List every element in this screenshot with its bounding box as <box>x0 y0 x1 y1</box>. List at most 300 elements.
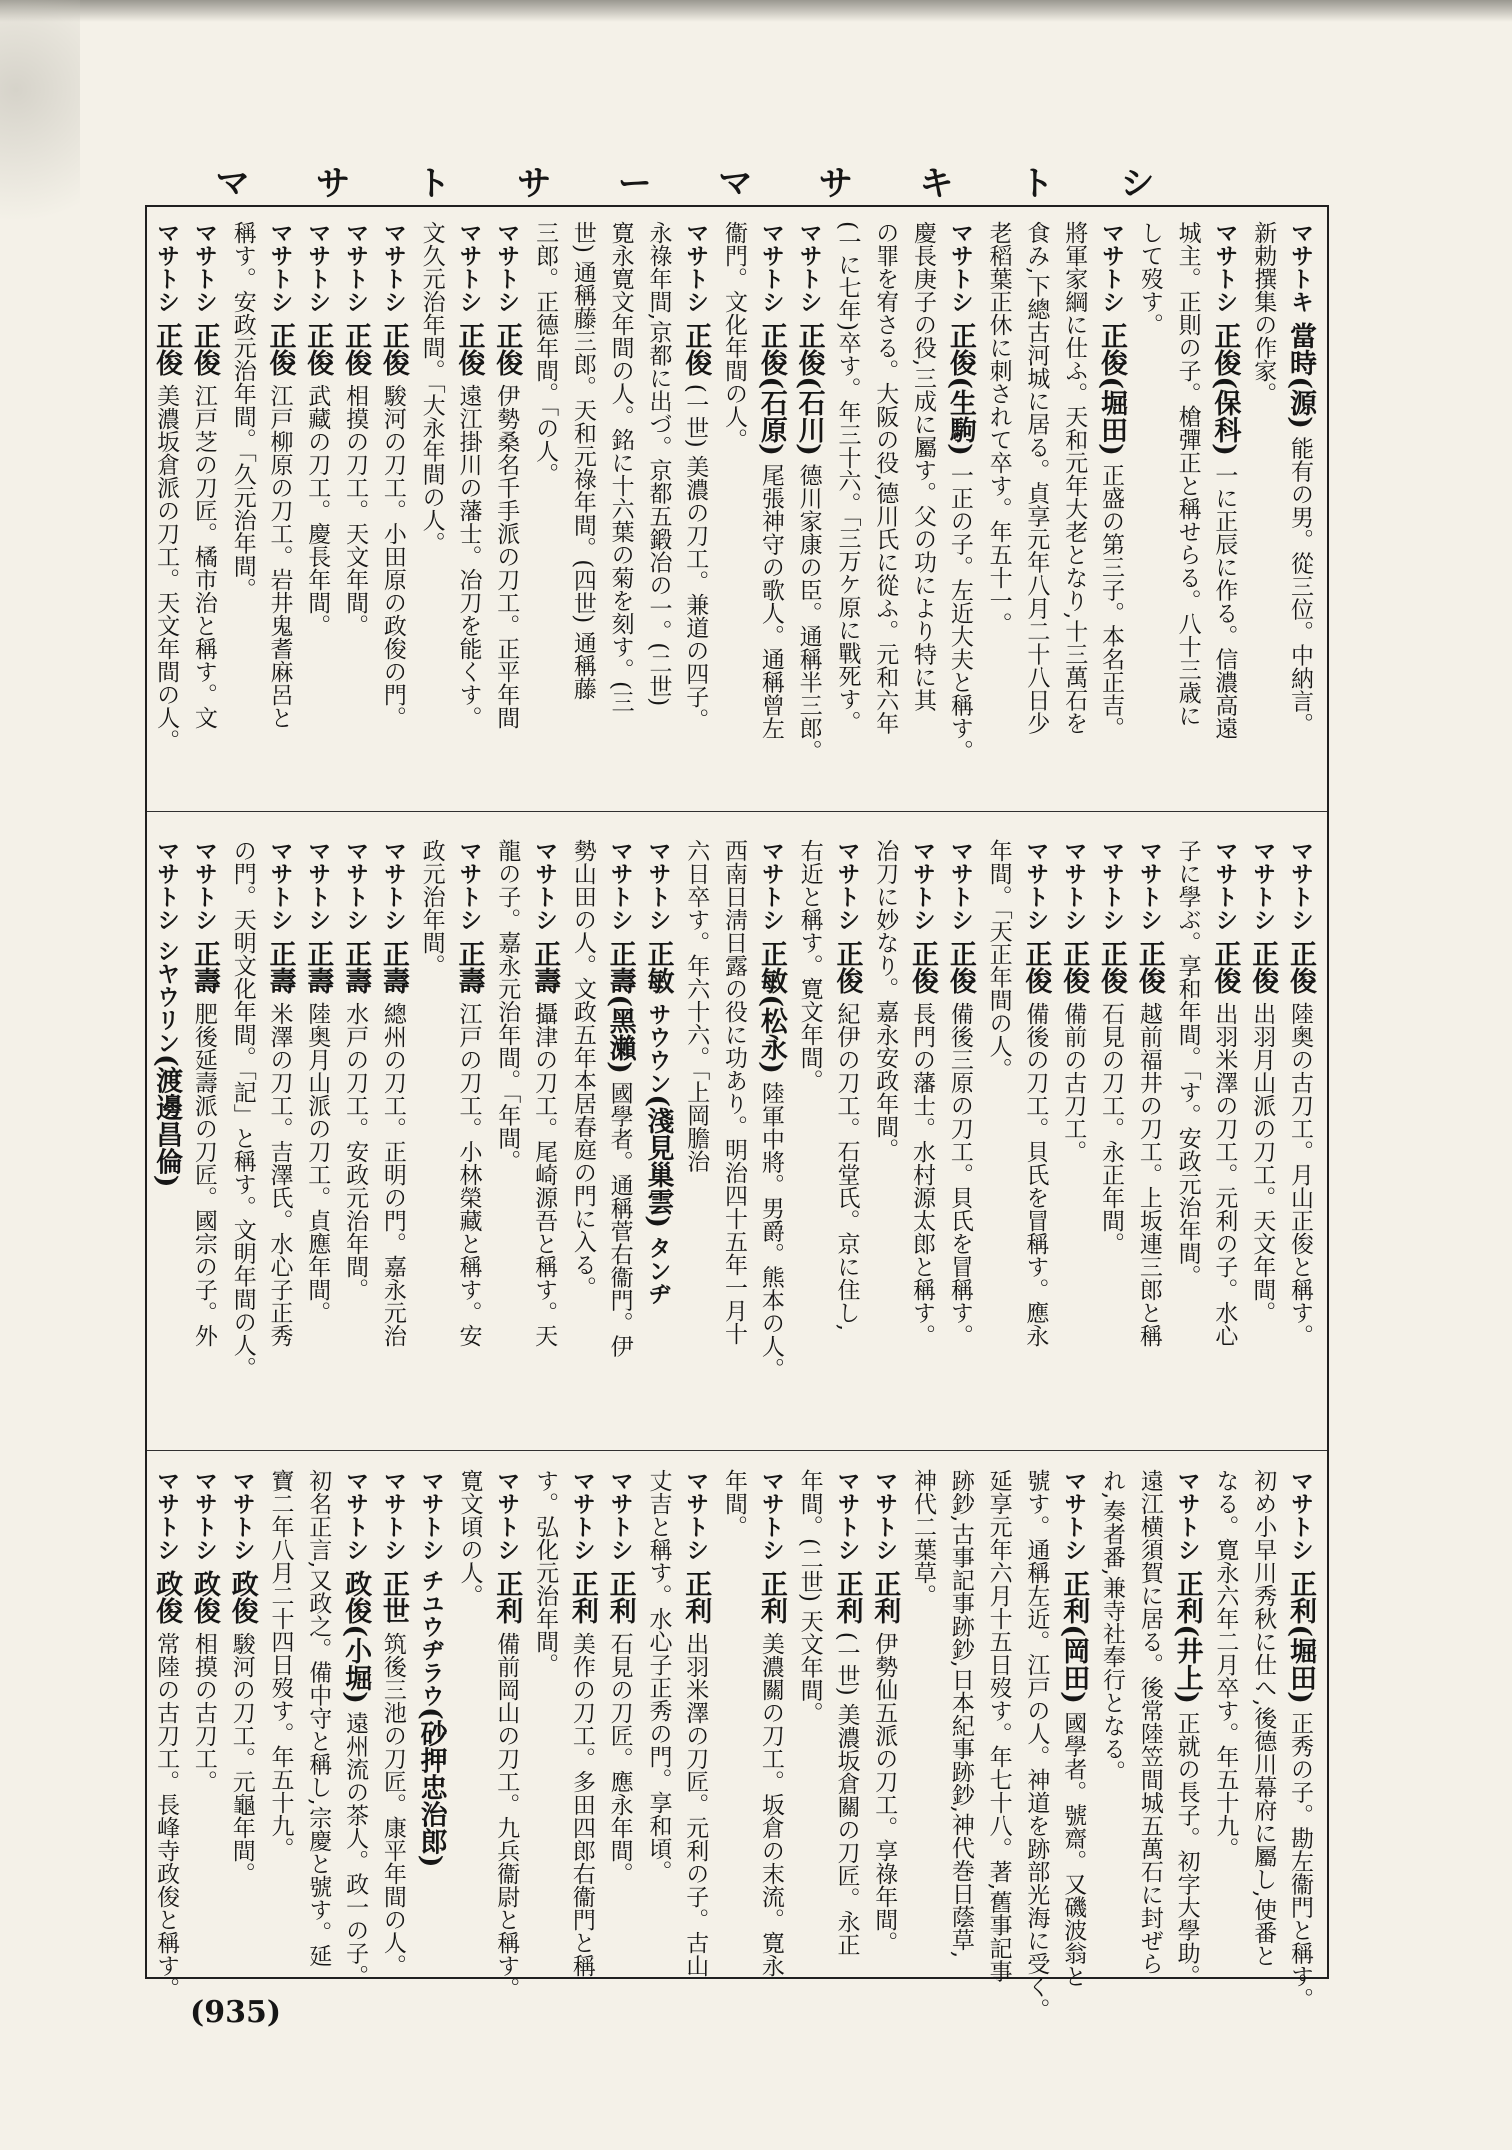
entry-reading: マサトシ <box>1135 839 1162 931</box>
text-column <box>865 839 903 1435</box>
entry-text: 德川家康の臣。通稱半三郎。 <box>795 455 822 763</box>
text-column <box>147 221 185 771</box>
entry-reading: マサトシ <box>379 1469 406 1561</box>
entry-headword: 正利 <box>869 1561 901 1625</box>
text-column <box>714 221 752 771</box>
entry-text: 美濃關の刀工。坂倉の末流。寛永 <box>757 1624 784 1977</box>
text-column <box>412 1469 450 1969</box>
entry-text: 跡鈔,古事記事跡鈔,日本紀事跡鈔,神代巻日蔭草, <box>947 1469 974 1959</box>
entry-text: 陸軍中將。男爵。熊本の人。 <box>757 1073 784 1381</box>
text-column <box>1130 839 1168 1435</box>
text-column <box>1054 839 1092 1435</box>
text-column <box>1281 839 1319 1435</box>
entry-text: 美作の刀工。多田四郎右衞門と稱 <box>568 1624 595 1977</box>
entry-text: 出羽米澤の刀匠。元利の子。古山 <box>682 1624 709 1977</box>
entry-text: 初名正言,又政之。備中守と稱し,宗慶と號す。延 <box>305 1469 332 1967</box>
entry-reading: マサトシ <box>795 221 822 313</box>
text-column <box>336 1469 374 1988</box>
entry-headword: 正俊 <box>188 313 220 377</box>
entry-reading: マサトシ <box>304 839 331 931</box>
entry-text: 米澤の刀工。吉澤氏。水心子正秀 <box>266 994 293 1347</box>
entry-text: 丈吉と稱す。水心子正秀の門。享和頃。 <box>645 1469 672 1883</box>
entry-headword: 政俊 <box>151 1561 183 1625</box>
text-column <box>261 839 299 1435</box>
entry-text: 攝津の刀工。尾崎源吾と稱す。天 <box>531 994 558 1347</box>
text-column <box>1168 839 1206 1435</box>
entry-headword: 正壽 <box>529 931 561 995</box>
entry-text: 慶長庚子の役,三成に屬す。父の功により特に其 <box>910 221 937 712</box>
entry-headword: (淺見巢雲) <box>642 1094 674 1228</box>
text-column <box>525 221 563 771</box>
entry-reading: マサトシ <box>342 1469 369 1561</box>
entry-text: (一に七年)卒す。年三十六。「三万ケ原に戰死す。 <box>834 221 861 734</box>
entry-reading: マサトシ <box>153 1469 180 1561</box>
running-head-char: ト <box>416 163 451 204</box>
text-column <box>1092 1469 1130 1969</box>
text-column <box>185 839 223 1435</box>
text-column <box>185 221 223 771</box>
entry-text: 遠江掛川の藩士。冶刀を能くす。 <box>455 376 482 729</box>
entry-text: 西南日淸日露の役に功あり。明治四十五年一月十 <box>721 839 748 1345</box>
text-column <box>450 839 488 1435</box>
entry-headword: 正壽 <box>302 931 334 995</box>
text-column <box>979 839 1017 1435</box>
entry-text: 三郎。正德年間。「の人。 <box>532 221 559 486</box>
entry-headword: 正利 <box>831 1561 863 1625</box>
entry-reading: マサトシ <box>493 1469 520 1561</box>
entry-headword: 正俊 <box>302 313 334 377</box>
text-column <box>1017 1469 1055 2021</box>
entry-headword: 正壽 <box>264 931 296 995</box>
entry-reading: マサトシ <box>1249 839 1276 931</box>
entry-headword: 正壽 <box>453 931 485 995</box>
entry-text: 越前福井の刀工。上坂連三郎と稱 <box>1135 994 1162 1347</box>
entry-text: 六日卒す。年六十六。「上岡膽治 <box>683 839 710 1173</box>
entry-text: 能有の男。從三位。中納言。 <box>1287 428 1313 736</box>
entry-text: 肥後延壽派の刀匠。國宗の子。外 <box>190 994 217 1347</box>
entry-text: 江戸の刀工。小林榮藏と稱す。安 <box>455 994 482 1347</box>
entry-headword: 正敏(松永) <box>755 931 787 1074</box>
entry-reading: マサトシ <box>946 839 973 931</box>
text-column <box>714 839 752 1435</box>
entry-headword: 正俊 <box>453 313 485 377</box>
entry-text: 永祿年間,京都に出づ。京都五鍛冶の一。(二世) <box>645 221 672 707</box>
text-column <box>1054 1469 1092 1988</box>
entry-reading: マサトキ <box>1287 221 1313 313</box>
entry-text: 食み,下總古河城に居る。貞享元年八月二十八日少 <box>1023 221 1050 735</box>
entry-text: 石見の刀工。永正年間。 <box>1098 994 1125 1255</box>
text-column <box>941 221 979 771</box>
entry-headword: 正利 <box>604 1561 636 1625</box>
entry-reading: マサトシ <box>1211 839 1238 931</box>
entry-reading: マサトシ <box>342 221 369 313</box>
running-head-char: サ <box>517 163 552 204</box>
text-column <box>639 1469 677 1969</box>
text-column <box>374 839 412 1435</box>
text-column <box>714 1469 752 1969</box>
text-column <box>261 1469 299 1969</box>
entry-headword: 正壽 <box>340 931 372 995</box>
entry-reading: マサトシ <box>379 839 406 931</box>
entry-text: 世) 通稱藤三郎。天和元祿年間。(四世) 通稱藤 <box>569 221 596 700</box>
entry-text: れ,奏者番,兼寺社奉行となる。 <box>1099 1469 1126 1783</box>
entry-reading: マサトシ <box>417 1469 444 1561</box>
entry-text: 冶刀に妙なり。嘉永安政年間。 <box>872 839 899 1161</box>
entry-text: 正秀の子。勘左衞門と稱す。 <box>1287 1703 1313 2011</box>
entry-text: 國學者。通稱菅右衞門。伊 <box>606 1073 633 1358</box>
entry-reading: マサトシ <box>153 221 180 313</box>
entry-headword: 正俊 <box>1133 931 1165 995</box>
entry-reading: サウウン <box>644 994 671 1095</box>
page-number: (935) <box>190 1995 282 2030</box>
text-column <box>790 839 828 1435</box>
entry-text: 年間。(二世) 天文年間。 <box>796 1469 823 1725</box>
entry-reading: マサトシ <box>266 221 293 313</box>
text-column <box>828 839 866 1435</box>
text-column <box>298 839 336 1435</box>
entry-text: 國學者。號齋。又磯波翁と <box>1060 1703 1087 1988</box>
scan-noise <box>0 0 80 300</box>
entry-text: 勢山田の人。文政五年本居春庭の門に入る。 <box>569 839 596 1299</box>
entry-reading: タンヂ <box>644 1227 671 1305</box>
entry-headword: 正利 <box>680 1561 712 1625</box>
text-column <box>563 1469 601 1977</box>
entry-reading: マサトシ <box>757 221 784 313</box>
text-column <box>903 839 941 1435</box>
entry-text: 江戸芝の刀匠。橘市治と稱す。文 <box>190 376 217 729</box>
entry-text: 出羽月山派の刀工。天文年間。 <box>1249 994 1276 1324</box>
entry-text: 伊勢桑名千手派の刀工。正平年間 <box>493 376 520 729</box>
entry-headword: 正利(井上) <box>1171 1561 1203 1704</box>
entry-text: 水戸の刀工。安政元治年間。 <box>342 994 369 1301</box>
text-column <box>261 221 299 771</box>
entry-reading: マサトシ <box>606 1469 633 1561</box>
entry-headword: (砂押忠治郎) <box>415 1707 447 1868</box>
entry-reading: マサトシ <box>190 1469 217 1561</box>
entry-headword: 正壽(黑瀨) <box>604 931 636 1074</box>
entry-headword: 正壽 <box>377 931 409 995</box>
entry-text: 備後三原の刀工。貝氏を冒稱す。 <box>946 994 973 1347</box>
entry-headword: 正俊 <box>151 313 183 377</box>
band-divider <box>147 1450 1327 1451</box>
entry-reading: マサトシ <box>946 221 973 313</box>
text-column <box>450 1469 488 1969</box>
entry-text: 駿河の刀工。元龜年間。 <box>228 1624 255 1885</box>
entry-reading: マサトシ <box>455 839 482 931</box>
entry-text: 新勅撰集の作家。 <box>1250 221 1277 405</box>
text-column <box>563 839 601 1435</box>
entry-text: 備後の刀工。貝氏を冒稱す。應永 <box>1022 994 1049 1347</box>
entry-text: 備前の古刀工。 <box>1060 994 1087 1163</box>
entry-text: (一世) 美濃の刀工。兼道の四子。 <box>682 376 709 731</box>
entry-text: 子に學ぶ。享和年間。「す。安政元治年間。 <box>1174 839 1201 1288</box>
entry-headword: 正俊 <box>340 313 372 377</box>
entry-text: 稱す。安政元治年間。「久元治年間。 <box>229 221 256 601</box>
text-column <box>1206 221 1244 771</box>
entry-headword: 正俊 <box>1058 931 1090 995</box>
entry-text: 江戸柳原の刀工。岩井鬼耆麻呂と <box>266 376 293 729</box>
text-column <box>374 1469 412 1977</box>
entry-headword: 正俊(保科) <box>1209 313 1241 456</box>
text-column <box>639 221 677 771</box>
entry-headword: 正俊(石原) <box>755 313 787 456</box>
entry-headword: 正俊 <box>680 313 712 377</box>
entry-text: 紀伊の刀工。石堂氏。京に住し, <box>833 994 860 1332</box>
text-column <box>1017 839 1055 1435</box>
entry-text: 龍の子。嘉永元治年間。「年間。 <box>494 839 521 1173</box>
text-column <box>1206 839 1244 1435</box>
text-column <box>1243 1469 1281 1969</box>
text-column <box>752 839 790 1435</box>
entry-reading: チユウヂラウ <box>417 1561 444 1708</box>
text-column <box>185 1469 223 1969</box>
text-column <box>223 1469 261 1969</box>
text-column <box>1168 221 1206 771</box>
entry-reading: マサトシ <box>909 839 936 931</box>
text-column <box>525 1469 563 1969</box>
text-column <box>865 221 903 771</box>
entry-text: 相摸の古刀工。 <box>190 1624 217 1793</box>
entry-reading: マサトシ <box>833 839 860 931</box>
text-column <box>1092 839 1130 1435</box>
text-column <box>1243 839 1281 1435</box>
entry-text: 武藏の刀工。慶長年間。 <box>304 376 331 637</box>
text-column <box>676 1469 714 1977</box>
text-column <box>1243 221 1281 771</box>
text-column <box>487 839 525 1435</box>
entry-headword: 正世 <box>377 1561 409 1625</box>
text-column <box>903 1469 941 1969</box>
entry-text: の罪を宥さる。大阪の役,德川氏に從ふ。元和六年 <box>872 221 899 735</box>
text-column <box>639 839 677 1435</box>
text-column <box>412 839 450 1435</box>
text-column <box>979 1469 1017 1983</box>
text-column <box>1054 221 1092 771</box>
entry-reading: マサトシ <box>833 1469 860 1561</box>
entry-headword: 正利(堀田) <box>1285 1561 1316 1704</box>
entry-reading: マサトシ <box>1098 839 1125 931</box>
entry-headword: 政俊 <box>226 1561 258 1625</box>
entry-text: 伊勢仙五派の刀工。享祿年間。 <box>871 1624 898 1954</box>
entry-text: 總州の刀工。正明の門。嘉永元治 <box>379 994 406 1347</box>
entry-reading: マサトシ <box>153 839 180 931</box>
entry-text: の門。天明文化年間。「記」と稱す。文明年間の人。 <box>229 839 256 1380</box>
text-column <box>1168 1469 1206 1988</box>
text-column <box>223 221 261 771</box>
running-head-char: シ <box>1120 163 1155 204</box>
entry-text: 右近と稱す。寛文年間。 <box>796 839 823 1092</box>
text-band-middle <box>151 839 1319 1435</box>
text-column <box>450 221 488 771</box>
entry-reading: マサトシ <box>1060 1469 1087 1561</box>
entry-reading: マサトシ <box>1022 839 1049 931</box>
entry-text: 年間。 <box>721 1469 748 1538</box>
entry-text: 尾張神守の歌人。通稱曾左 <box>757 455 784 740</box>
entry-headword: 正壽 <box>188 931 220 995</box>
entry-headword: 正俊 <box>264 313 296 377</box>
entry-reading: マサトシ <box>190 221 217 313</box>
text-column <box>1092 221 1130 771</box>
text-column <box>941 1469 979 1969</box>
entry-reading: マサトシ <box>682 221 709 313</box>
text-column <box>752 221 790 771</box>
entry-headword: 當時(源) <box>1285 313 1316 429</box>
entry-headword: 正利(岡田) <box>1058 1561 1090 1704</box>
text-column <box>790 221 828 771</box>
entry-headword: 正俊(生駒) <box>944 313 976 456</box>
text-column <box>903 221 941 771</box>
entry-headword: 正俊 <box>1209 931 1241 995</box>
entry-reading: マサトシ <box>644 839 671 931</box>
entry-headword: 正俊 <box>377 313 409 377</box>
entry-text: 年間。「天正年間の人。 <box>985 839 1012 1081</box>
text-column <box>412 221 450 771</box>
entry-text: 一に正辰に作る。信濃高遠 <box>1211 455 1238 740</box>
entry-reading: マサトシ <box>531 839 558 931</box>
entry-headword: (渡邊昌倫) <box>151 1054 183 1188</box>
running-head-char: ト <box>1019 163 1054 204</box>
entry-headword: 正俊 <box>1247 931 1279 995</box>
entry-headword: 正俊 <box>831 931 863 995</box>
text-column <box>336 839 374 1435</box>
entry-headword: 正敏 <box>642 931 674 995</box>
entry-text: 正就の長子。初字大學助。 <box>1173 1703 1200 1988</box>
entry-text: 延享元年六月十五日歿す。年七十八。著,舊事記事 <box>985 1469 1012 1983</box>
running-head-char: キ <box>919 163 954 204</box>
text-column <box>676 839 714 1435</box>
text-column <box>1281 1469 1319 2011</box>
text-column <box>298 1469 336 1969</box>
entry-text: 美濃坂倉派の刀工。天文年間の人。 <box>153 376 180 752</box>
text-column <box>601 1469 639 1969</box>
entry-reading: マサトシ <box>871 1469 898 1561</box>
entry-text: 一正の子。左近大夫と稱す。 <box>946 455 973 763</box>
entry-headword: 正俊 <box>1285 931 1316 995</box>
entry-headword: 正俊(石川) <box>793 313 825 456</box>
text-column <box>374 221 412 771</box>
entry-reading: マサトシ <box>266 839 293 931</box>
entry-reading: マサトシ <box>1098 221 1125 313</box>
text-column <box>525 839 563 1435</box>
entry-headword: 正俊 <box>944 931 976 995</box>
text-column <box>790 1469 828 1969</box>
entry-text: 陸奥の古刀工。月山正俊と稱す。 <box>1287 994 1313 1347</box>
text-column <box>223 839 261 1435</box>
scan-edge <box>0 0 1512 22</box>
running-head-char: サ <box>818 163 853 204</box>
band-divider <box>147 811 1327 812</box>
entry-text: 老稻葉正休に刺されて卒す。年五十一。 <box>985 221 1012 635</box>
entry-text: なる。寛永六年二月卒す。年五十九。 <box>1212 1469 1239 1860</box>
entry-headword: 正利 <box>755 1561 787 1625</box>
text-column <box>601 221 639 771</box>
text-column <box>979 221 1017 771</box>
text-column <box>147 1469 185 2000</box>
entry-text: 初め小早川秀秋に仕へ,後德川幕府に屬し,使番と <box>1250 1469 1277 1967</box>
running-head-char: ー <box>617 163 652 204</box>
entry-reading: シヤウリン <box>153 931 180 1055</box>
running-head <box>205 150 1165 210</box>
entry-text: 城主。正則の子。槍彈正と稱せらる。八十三歳に <box>1174 221 1201 727</box>
entry-headword: 政俊(小堀) <box>340 1561 372 1704</box>
entry-headword: 正俊 <box>1020 931 1052 995</box>
text-column <box>487 221 525 771</box>
entry-headword: 正俊 <box>907 931 939 995</box>
entry-headword: 正俊 <box>491 313 523 377</box>
entry-text: す。弘化元治年間。 <box>532 1469 559 1676</box>
running-head-char: サ <box>316 163 351 204</box>
entry-text: 筑後三池の刀匠。康平年間の人。 <box>379 1624 406 1977</box>
entry-headword: 政俊 <box>188 1561 220 1625</box>
entry-reading: マサトシ <box>1287 839 1313 931</box>
entry-reading: マサトシ <box>1060 839 1087 931</box>
entry-reading: マサトシ <box>455 221 482 313</box>
entry-text: 神代二葉草。 <box>910 1469 937 1607</box>
text-column <box>563 221 601 771</box>
entry-reading: マサトシ <box>228 1469 255 1561</box>
entry-headword: 正利 <box>566 1561 598 1625</box>
entry-text: 文久元治年間。「大永年間の人。 <box>418 221 445 555</box>
entry-headword: 正俊(堀田) <box>1096 313 1128 456</box>
entry-reading: マサトシ <box>379 221 406 313</box>
entry-text: 寶二年八月二十四日歿す。年五十九。 <box>267 1469 294 1860</box>
text-column <box>1130 1469 1168 1975</box>
running-head-char: マ <box>718 163 753 204</box>
text-column <box>676 221 714 771</box>
entry-reading: マサトシ <box>1173 1469 1200 1561</box>
entry-reading: マサトシ <box>342 839 369 931</box>
entry-text: 遠州流の茶人。政一の子。 <box>342 1703 369 1988</box>
text-column <box>487 1469 525 2000</box>
text-column <box>601 839 639 1435</box>
entry-reading: マサトシ <box>757 1469 784 1561</box>
entry-headword: 正俊 <box>1096 931 1128 995</box>
entry-reading: マサトシ <box>1211 221 1238 313</box>
entry-text: (一世) 美濃坂倉關の刀匠。永正 <box>833 1624 860 1956</box>
text-column <box>828 1469 866 1969</box>
entry-text: 相摸の刀工。天文年間。 <box>342 376 369 637</box>
entry-reading: マサトシ <box>304 221 331 313</box>
text-column <box>298 221 336 771</box>
entry-text: 出羽米澤の刀工。元利の子。水心 <box>1211 994 1238 1347</box>
entry-text: 遠江横須賀に居る。後常陸笠間城五萬石に封ぜら <box>1136 1469 1163 1975</box>
entry-text: 寛永寛文年間の人。銘に十六葉の菊を刻す。(三 <box>607 221 634 713</box>
running-head-char: マ <box>215 163 250 204</box>
entry-text: して歿す。 <box>1136 221 1163 336</box>
entry-reading: マサトシ <box>606 839 633 931</box>
entry-text: 正盛の第三子。本名正吉。 <box>1098 455 1125 740</box>
entry-reading: マサトシ <box>682 1469 709 1561</box>
entry-reading: マサトシ <box>1287 1469 1313 1561</box>
entry-text: 石見の刀匠。應永年間。 <box>606 1624 633 1885</box>
entry-headword: 正利 <box>491 1561 523 1625</box>
entry-reading: マサトシ <box>757 839 784 931</box>
entry-text: 陸奥月山派の刀工。貞應年間。 <box>304 994 331 1324</box>
entry-text: 寛文頃の人。 <box>456 1469 483 1607</box>
text-column <box>336 221 374 771</box>
text-column <box>941 839 979 1435</box>
entry-text: 駿河の刀工。小田原の政俊の門。 <box>379 376 406 729</box>
entry-text: 號す。通稱左近。江戸の人。神道を跡部光海に受く。 <box>1023 1469 1050 2021</box>
entry-reading: マサトシ <box>493 221 520 313</box>
text-column <box>752 1469 790 1977</box>
text-column <box>147 839 185 1435</box>
entry-text: 將軍家綱に仕ふ。天和元年大老となり,十三萬石を <box>1061 221 1088 735</box>
text-column <box>828 221 866 771</box>
text-column <box>1281 221 1319 771</box>
entry-text: 長門の藩士。水村源太郎と稱す。 <box>909 994 936 1347</box>
text-column <box>865 1469 903 1969</box>
